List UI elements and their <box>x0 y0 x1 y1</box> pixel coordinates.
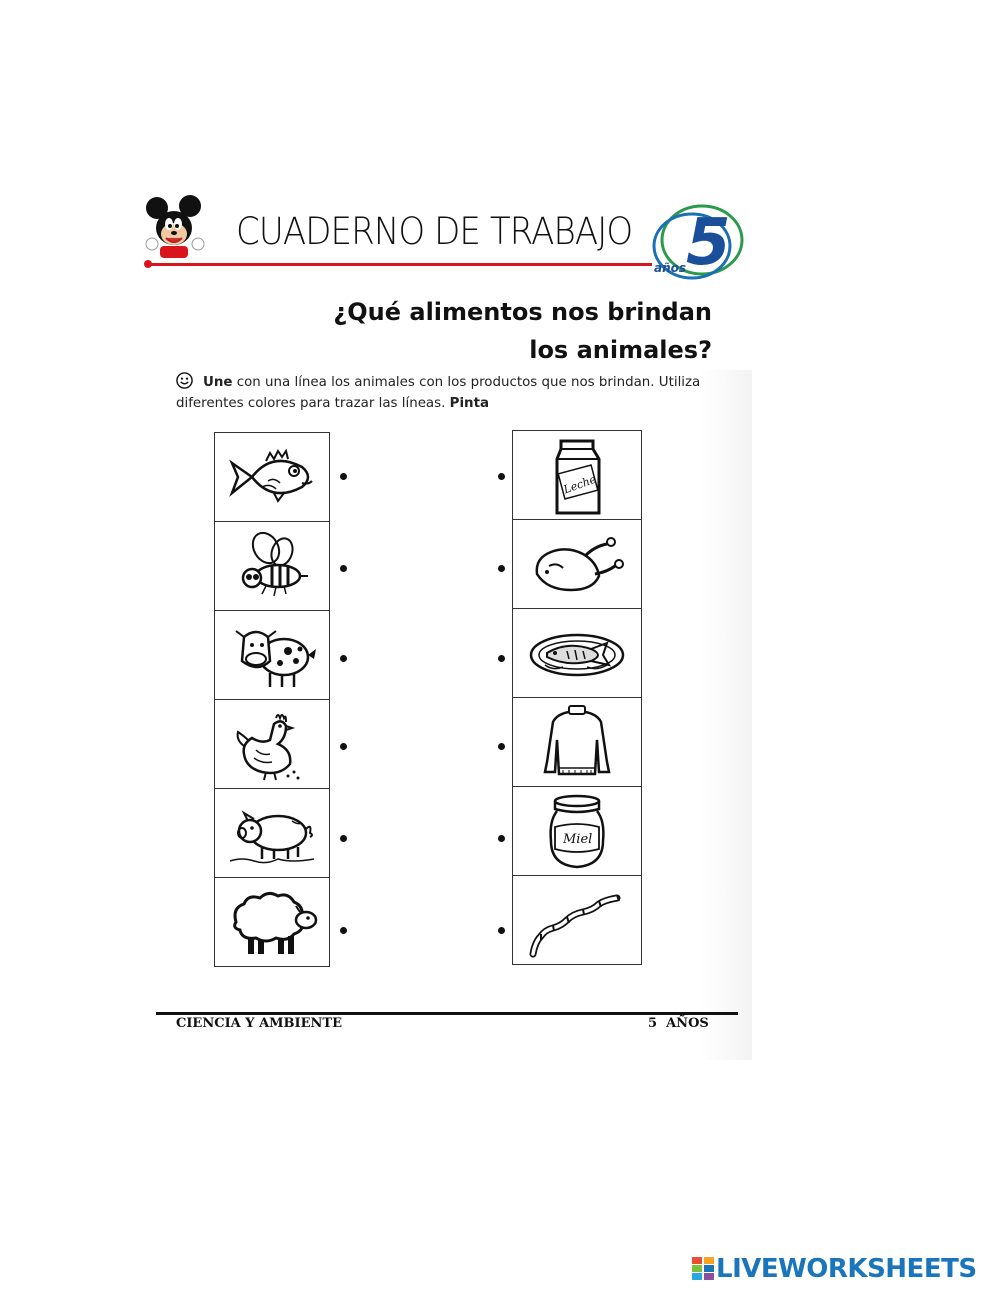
left-dot-2[interactable] <box>340 565 347 572</box>
instruction-verb-une: Une <box>203 375 233 390</box>
left-dot-5[interactable] <box>340 835 347 842</box>
header-title: CUADERNO DE TRABAJO <box>236 210 633 253</box>
right-dot-4[interactable] <box>498 743 505 750</box>
product-cell-sausages[interactable] <box>512 875 642 965</box>
fish-dish-icon <box>527 613 627 693</box>
sausages-icon <box>527 880 627 960</box>
hen-icon <box>222 704 322 784</box>
left-dot-1[interactable] <box>340 473 347 480</box>
sheep-icon <box>222 882 322 962</box>
animal-cell-hen[interactable] <box>214 699 330 788</box>
left-dot-4[interactable] <box>340 743 347 750</box>
grade-badge-icon <box>648 202 746 284</box>
pig-icon <box>222 793 322 873</box>
right-dot-1[interactable] <box>498 473 505 480</box>
instruction-text: con una línea los animales con los productos que nos brindan. Utiliza diferentes colores para trazar las líneas. <box>176 375 701 411</box>
product-cell-honey[interactable] <box>512 786 642 875</box>
mickey-mascot-icon <box>144 194 206 260</box>
right-dot-6[interactable] <box>498 927 505 934</box>
wool-sweater-icon <box>527 702 627 782</box>
header-rule-dot <box>144 260 152 268</box>
product-cell-chicken[interactable] <box>512 519 642 608</box>
product-cell-milk[interactable] <box>512 430 642 519</box>
product-cell-sweater[interactable] <box>512 697 642 786</box>
badge-number: 5 <box>686 206 731 280</box>
badge-text: años <box>654 261 687 275</box>
brand-name: LIVEWORKSHEETS <box>716 1254 977 1284</box>
products-column <box>512 430 642 965</box>
milk-label: Leche <box>561 472 598 497</box>
smiley-icon <box>176 372 193 389</box>
footer-grade: 5 AÑOS <box>648 1016 709 1031</box>
fish-icon <box>222 437 322 517</box>
instruction-verb-pinta: Pinta <box>449 396 490 411</box>
animal-cell-pig[interactable] <box>214 788 330 877</box>
animals-column <box>214 432 330 967</box>
right-dot-3[interactable] <box>498 655 505 662</box>
left-dot-6[interactable] <box>340 927 347 934</box>
animal-cell-fish[interactable] <box>214 432 330 521</box>
footer-subject: CIENCIA Y AMBIENTE <box>176 1016 342 1031</box>
roast-chicken-icon <box>527 524 627 604</box>
product-cell-fish-dish[interactable] <box>512 608 642 697</box>
animal-cell-sheep[interactable] <box>214 877 330 967</box>
animal-cell-bee[interactable] <box>214 521 330 610</box>
question-line-1: ¿Qué alimentos nos brindan <box>333 298 712 326</box>
bee-icon <box>222 526 322 606</box>
page-shadow <box>700 370 752 1060</box>
left-dot-3[interactable] <box>340 655 347 662</box>
right-dot-2[interactable] <box>498 565 505 572</box>
header-red-rule <box>148 263 652 266</box>
honey-label: Miel <box>563 832 593 847</box>
question-line-2: los animales? <box>529 336 712 364</box>
right-dot-5[interactable] <box>498 835 505 842</box>
cow-icon <box>222 615 322 695</box>
instructions <box>176 372 706 414</box>
liveworksheets-brand[interactable] <box>692 1254 977 1284</box>
animal-cell-cow[interactable] <box>214 610 330 699</box>
milk-carton-icon <box>527 435 627 515</box>
liveworksheets-logo-icon <box>692 1257 714 1281</box>
honey-jar-icon <box>527 791 627 871</box>
footer-rule <box>156 1012 738 1015</box>
